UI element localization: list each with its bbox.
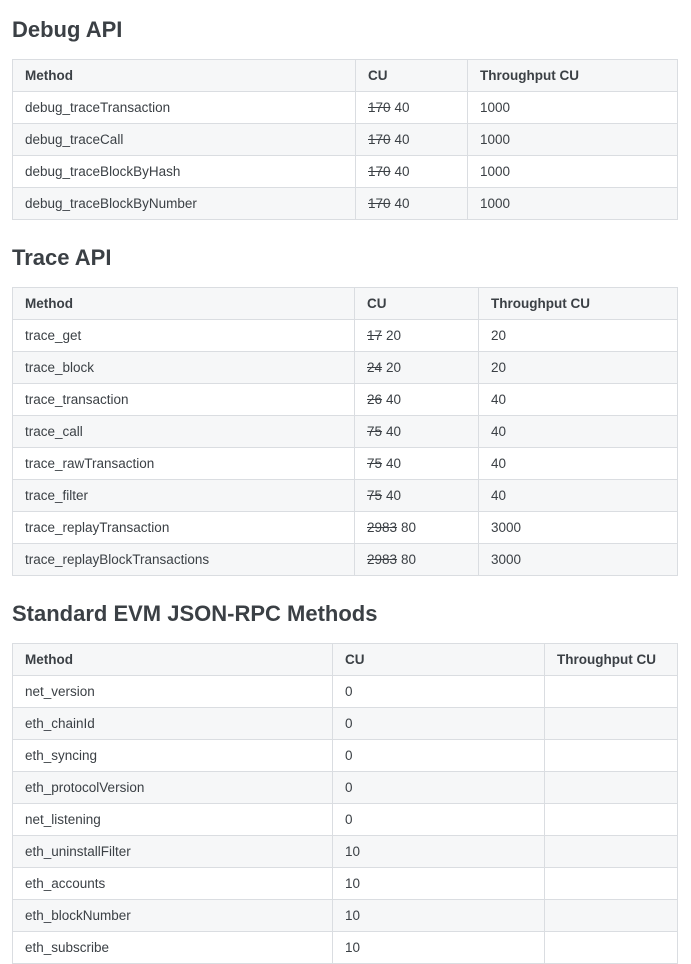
table-row xyxy=(13,900,678,932)
column-header-method: Method xyxy=(13,60,356,92)
cu-value: 10 xyxy=(345,876,361,891)
cu-cell xyxy=(355,416,479,448)
old-cu-value: 170 xyxy=(368,100,391,115)
column-header-cu: CU xyxy=(356,60,468,92)
table-row xyxy=(13,156,678,188)
method-cell: net_version xyxy=(13,676,333,708)
cu-cell xyxy=(333,804,545,836)
cu-cell xyxy=(333,772,545,804)
method-cell: eth_uninstallFilter xyxy=(13,836,333,868)
table-row xyxy=(13,416,678,448)
cu-cell xyxy=(356,156,468,188)
table-row xyxy=(13,804,678,836)
cu-cell xyxy=(355,448,479,480)
throughput-cu-cell xyxy=(545,804,678,836)
table-row xyxy=(13,124,678,156)
throughput-cu-cell xyxy=(545,772,678,804)
table-row xyxy=(13,480,678,512)
cu-value: 80 xyxy=(401,552,417,567)
cu-cell xyxy=(355,512,479,544)
old-cu-value: 2983 xyxy=(367,520,398,535)
cu-cell xyxy=(333,676,545,708)
cu-cell xyxy=(333,708,545,740)
table-row xyxy=(13,932,678,964)
table-row xyxy=(13,740,678,772)
throughput-cu-cell: 1000 xyxy=(468,124,678,156)
cu-cell xyxy=(356,188,468,220)
old-cu-value: 24 xyxy=(367,360,383,375)
old-cu-value: 17 xyxy=(367,328,383,343)
old-cu-value: 75 xyxy=(367,456,383,471)
table-row xyxy=(13,512,678,544)
debug-api-table xyxy=(12,59,678,220)
cu-value: 80 xyxy=(401,520,417,535)
column-header-cu: CU xyxy=(333,644,545,676)
cu-value: 0 xyxy=(345,716,353,731)
throughput-cu-cell xyxy=(545,932,678,964)
column-header-method: Method xyxy=(13,288,355,320)
old-cu-value: 75 xyxy=(367,488,383,503)
cu-cell xyxy=(355,544,479,576)
throughput-cu-cell: 40 xyxy=(479,448,678,480)
cu-cell xyxy=(333,836,545,868)
method-cell: eth_blockNumber xyxy=(13,900,333,932)
cu-cell xyxy=(355,320,479,352)
cu-value: 40 xyxy=(386,392,402,407)
method-cell: trace_transaction xyxy=(13,384,355,416)
cu-cell xyxy=(356,124,468,156)
table-row xyxy=(13,544,678,576)
cu-cell xyxy=(355,480,479,512)
method-cell: eth_chainId xyxy=(13,708,333,740)
column-header-throughput-cu: Throughput CU xyxy=(545,644,678,676)
throughput-cu-cell: 20 xyxy=(479,320,678,352)
throughput-cu-cell: 40 xyxy=(479,480,678,512)
cu-value: 10 xyxy=(345,908,361,923)
old-cu-value: 26 xyxy=(367,392,383,407)
old-cu-value: 170 xyxy=(368,164,391,179)
throughput-cu-cell xyxy=(545,676,678,708)
cu-value: 40 xyxy=(386,456,402,471)
method-cell: trace_filter xyxy=(13,480,355,512)
cu-value: 40 xyxy=(394,100,410,115)
column-header-cu: CU xyxy=(355,288,479,320)
method-cell: net_listening xyxy=(13,804,333,836)
method-cell: trace_rawTransaction xyxy=(13,448,355,480)
table-row xyxy=(13,92,678,124)
method-cell: debug_traceBlockByNumber xyxy=(13,188,356,220)
throughput-cu-cell xyxy=(545,708,678,740)
table-row xyxy=(13,836,678,868)
cu-value: 0 xyxy=(345,812,353,827)
cu-cell xyxy=(356,92,468,124)
throughput-cu-cell: 3000 xyxy=(479,512,678,544)
method-cell: debug_traceBlockByHash xyxy=(13,156,356,188)
method-cell: eth_subscribe xyxy=(13,932,333,964)
standard-evm-methods-heading: Standard EVM JSON-RPC Methods xyxy=(12,601,378,626)
method-cell: debug_traceTransaction xyxy=(13,92,356,124)
throughput-cu-cell: 20 xyxy=(479,352,678,384)
method-cell: eth_protocolVersion xyxy=(13,772,333,804)
method-cell: eth_accounts xyxy=(13,868,333,900)
column-header-method: Method xyxy=(13,644,333,676)
old-cu-value: 2983 xyxy=(367,552,398,567)
cu-value: 20 xyxy=(386,360,402,375)
throughput-cu-cell: 40 xyxy=(479,416,678,448)
throughput-cu-cell xyxy=(545,836,678,868)
cu-value: 10 xyxy=(345,844,361,859)
cu-value: 0 xyxy=(345,684,353,699)
cu-value: 20 xyxy=(386,328,402,343)
method-cell: eth_syncing xyxy=(13,740,333,772)
cu-value: 40 xyxy=(394,164,410,179)
method-cell: trace_replayTransaction xyxy=(13,512,355,544)
table-row xyxy=(13,708,678,740)
table-row xyxy=(13,448,678,480)
old-cu-value: 170 xyxy=(368,132,391,147)
cu-value: 40 xyxy=(386,488,402,503)
cu-cell xyxy=(333,932,545,964)
throughput-cu-cell: 1000 xyxy=(468,156,678,188)
table-row xyxy=(13,772,678,804)
table-row xyxy=(13,352,678,384)
method-cell: debug_traceCall xyxy=(13,124,356,156)
throughput-cu-cell xyxy=(545,740,678,772)
cu-cell xyxy=(333,740,545,772)
cu-cell xyxy=(355,384,479,416)
cu-value: 40 xyxy=(386,424,402,439)
old-cu-value: 75 xyxy=(367,424,383,439)
standard-evm-methods-table xyxy=(12,643,678,964)
throughput-cu-cell: 1000 xyxy=(468,92,678,124)
table-header-row xyxy=(13,644,678,676)
method-cell: trace_call xyxy=(13,416,355,448)
cu-cell xyxy=(355,352,479,384)
cu-cell xyxy=(333,868,545,900)
trace-api-table xyxy=(12,287,678,576)
method-cell: trace_get xyxy=(13,320,355,352)
cu-value: 40 xyxy=(394,132,410,147)
cu-value: 10 xyxy=(345,940,361,955)
old-cu-value: 170 xyxy=(368,196,391,211)
table-row xyxy=(13,384,678,416)
throughput-cu-cell: 3000 xyxy=(479,544,678,576)
table-row xyxy=(13,868,678,900)
method-cell: trace_block xyxy=(13,352,355,384)
cu-value: 0 xyxy=(345,780,353,795)
method-cell: trace_replayBlockTransactions xyxy=(13,544,355,576)
debug-api-heading: Debug API xyxy=(12,17,123,42)
table-row xyxy=(13,188,678,220)
throughput-cu-cell: 1000 xyxy=(468,188,678,220)
table-header-row xyxy=(13,288,678,320)
throughput-cu-cell xyxy=(545,900,678,932)
trace-api-heading: Trace API xyxy=(12,245,112,270)
cu-value: 40 xyxy=(394,196,410,211)
table-row xyxy=(13,320,678,352)
column-header-throughput-cu: Throughput CU xyxy=(479,288,678,320)
table-header-row xyxy=(13,60,678,92)
table-row xyxy=(13,676,678,708)
throughput-cu-cell xyxy=(545,868,678,900)
throughput-cu-cell: 40 xyxy=(479,384,678,416)
cu-value: 0 xyxy=(345,748,353,763)
cu-cell xyxy=(333,900,545,932)
column-header-throughput-cu: Throughput CU xyxy=(468,60,678,92)
